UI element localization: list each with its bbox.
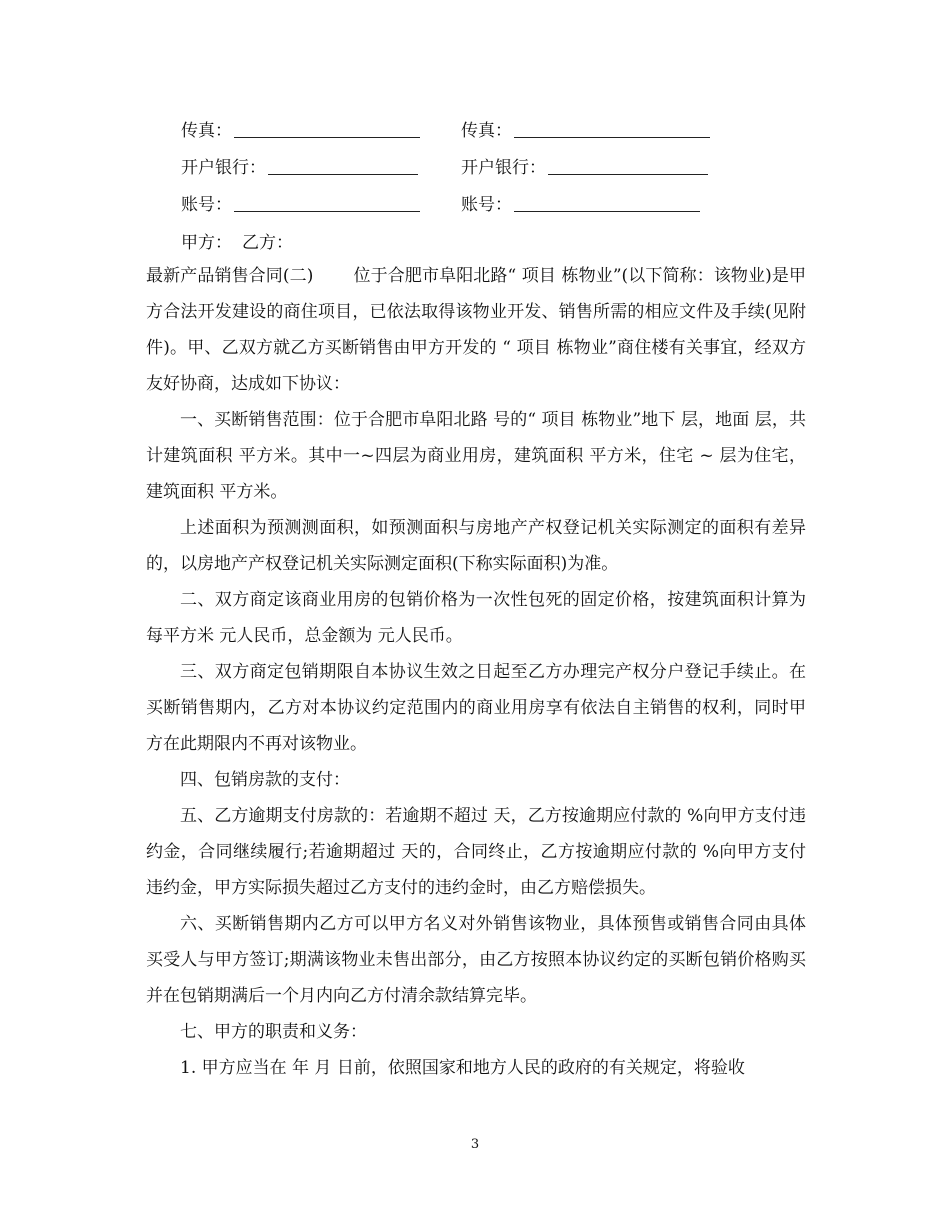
clause-sales-rights: 六、买断销售期内乙方可以甲方名义对外销售该物业，具体预售或销售合同由具体买受人与甲方签订;期满该物业未售出部分，由乙方按照本协议约定的买断包销价格购买并在包销期满后一个月内向乙方付清余款结算完毕。: [146, 914, 806, 1006]
clause-duty-1: 1. 甲方应当在 年 月 日前，依照国家和地方人民的政府的有关规定，将验收: [180, 1058, 745, 1078]
account-blank: [514, 191, 700, 212]
account-blank: [234, 191, 420, 212]
contract-intro: 位于合肥市阜阳北路“ 项目 栋物业”(以下简称：该物业)是甲方合法开发建设的商住项目，已依法取得该物业开发、销售所需的相应文件及手续(见附件)。甲、乙双方就乙方买断销售由甲方开发的 “ 项目 栋物业”商住楼有关事宜，经双方友好协商，达成如下协议：: [146, 266, 807, 394]
bank-blank: [268, 154, 418, 175]
clause-area-note: 上述面积为预测测面积，如预测面积与房地产产权登记机关实际测定的面积有差异的，以房地产产权登记机关实际测定面积(下称实际面积)为准。: [146, 518, 806, 574]
clause-price: 二、双方商定该商业用房的包销价格为一次性包死的固定价格，按建筑面积计算为每平方米 元人民币，总金额为 元人民币。: [146, 590, 806, 646]
party-b-bank-field: [461, 150, 708, 186]
clause-payment: 四、包销房款的支付：: [180, 770, 350, 790]
contract-body: [146, 258, 806, 1086]
contract-intro-paragraph: [146, 258, 806, 402]
clause-term: 三、双方商定包销期限自本协议生效之日起至乙方办理完产权分户登记手续止。在买断销售期内，乙方对本协议约定范围内的商业用房享有依法自主销售的权利，同时甲方在此期限内不再对该物业。: [146, 662, 806, 754]
clause-party-a-duties: 七、甲方的职责和义务：: [180, 1022, 367, 1042]
account-row: [0, 187, 950, 223]
fax-label: 传真：: [181, 121, 232, 141]
party-a-fax-field: [181, 113, 420, 149]
account-label: 账号：: [181, 195, 232, 215]
party-a-account-field: [181, 187, 420, 223]
fax-blank: [514, 117, 710, 138]
clause-scope: 一、买断销售范围：位于合肥市阜阳北路 号的“ 项目 栋物业”地下 层，地面 层，共计建筑面积 平方米。其中一~四层为商业用房，建筑面积 平方米，住宅 ~ 层为住宅，建筑面积 平方米。: [146, 410, 806, 502]
fax-blank: [234, 117, 420, 138]
fax-label: 传真：: [461, 121, 512, 141]
party-b-fax-field: [461, 113, 710, 149]
clause-late-payment: 五、乙方逾期支付房款的：若逾期不超过 天，乙方按逾期应付款的 %向甲方支付违约金，合同继续履行;若逾期超过 天的，合同终止，乙方按逾期应付款的 %向甲方支付违约金，甲方实际损失超过乙方支付的违约金时，由乙方赔偿损失。: [146, 806, 806, 898]
bank-label: 开户银行：: [181, 158, 266, 178]
account-label: 账号：: [461, 195, 512, 215]
bank-row: [0, 150, 950, 186]
parties-line: [181, 225, 293, 261]
party-a-bank-field: [181, 150, 418, 186]
party-a-label: 甲方：: [181, 233, 232, 253]
bank-label: 开户银行：: [461, 158, 546, 178]
contract-title: 最新产品销售合同(二): [146, 266, 314, 286]
fax-row: [0, 113, 950, 149]
party-b-account-field: [461, 187, 700, 223]
party-b-label: 乙方：: [242, 233, 293, 253]
page-number: 3: [470, 1137, 480, 1152]
bank-blank: [548, 154, 708, 175]
